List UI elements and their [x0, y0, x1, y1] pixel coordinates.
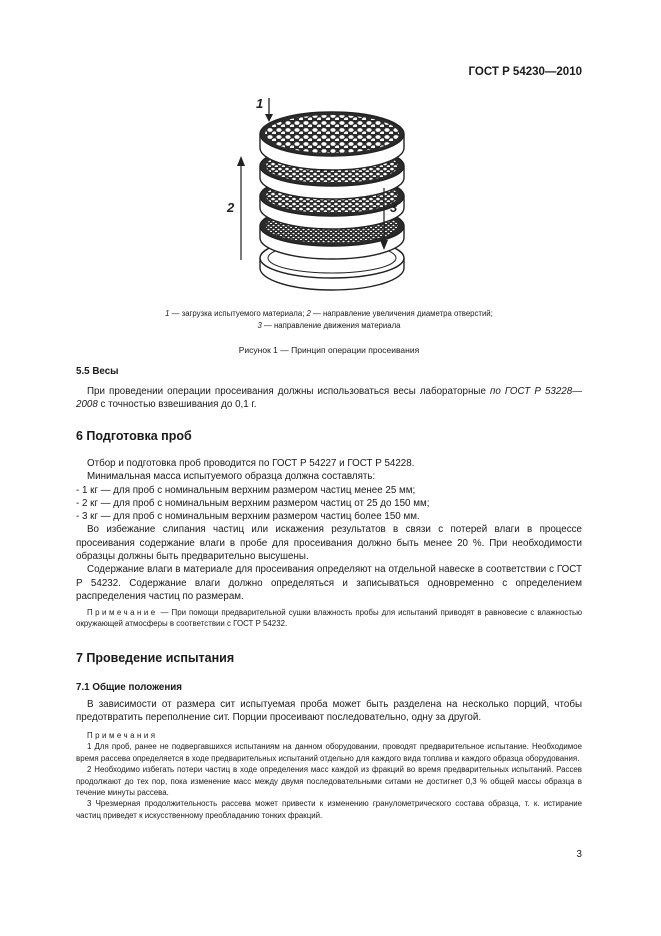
section-6-heading: 6 Подготовка проб — [76, 429, 192, 443]
figure-title: Рисунок 1 — Принцип операции просеивания — [238, 345, 420, 355]
s7-note-1: 1 Для проб, ранее не подвергавшихся испытаниям на данном оборудовании, проводят предварительное испытание. Необходимое время рассева определяется в ходе предварительных испытаний отдельно для каждого вида топлива и каждого образца оборудования. — [76, 742, 582, 763]
s6-list-item-1: - 1 кг — для проб с номинальным верхним размером частиц менее 25 мм; — [76, 484, 416, 496]
s55-p1-b: с точностью взвешивания до 0,1 г. — [97, 399, 257, 411]
section-5-5-heading: 5.5 Весы — [76, 366, 119, 377]
arrow-loading — [265, 98, 273, 122]
section-7-notes — [76, 730, 582, 821]
sieve-1 — [260, 112, 404, 170]
s7-p1: В зависимости от размера сит испытуемая проба может быть разделена на несколько порций, чтобы предотвратить переполнение сит. Порции просеивают последовательно, одну за другой. — [76, 699, 582, 724]
s7-note-3: 3 Чрезмерная продолжительность рассева может привести к изменению гранулометрического состава образца, т. к. истирание частиц приведет к искусственному преобладанию тонких фракций. — [76, 799, 582, 820]
label-1: 1 — [256, 96, 264, 111]
s6-p2: Минимальная масса испытуемого образца должна составлять: — [87, 471, 376, 483]
arrow-diameter-increase — [237, 156, 245, 260]
legend-3-text: — направление движения материала — [261, 321, 401, 330]
legend-1-text: — загрузка испытуемого материала; — [169, 309, 307, 318]
s6-list-item-3: - 3 кг — для проб с номинальным верхним размером частиц более 150 мм. — [76, 511, 420, 523]
s6-p3: Во избежание слипания частиц или искажения результатов в связи с потерей влаги в процессе просеивания содержание влаги в пробе для просеивания должно быть менее 20 %. При необходимости образцы должны быть предварительно высушены. — [76, 524, 582, 563]
s7-notes-label: Примечания — [87, 731, 158, 740]
s6-note-label: Примечание — [87, 608, 158, 617]
s7-note-2: 2 Необходимо избегать потери частиц в ходе определения масс каждой из фракций во время предварительных испытаний. Рассев продолжают до тех пор, пока изменение масс между двумя последовательными ситами не достигнет 0,3 % общей массы образца в течение минуты рассева. — [76, 765, 582, 798]
s6-list-item-2: - 2 кг — для проб с номинальным верхним размером частиц от 25 до 150 мм; — [76, 497, 430, 509]
label-3: 3 — [390, 200, 398, 215]
section-7-heading: 7 Проведение испытания — [76, 651, 235, 665]
section-7-1-heading: 7.1 Общие положения — [76, 682, 183, 693]
legend-1-num: 1 — [165, 309, 170, 318]
s6-p4: Содержание влаги в материале для просеивания определяют на отдельной навеске в соответствии с ГОСТ Р 54232. Содержание влаги должно определяться и записываться одновременно с определением распределения частиц по размерам. — [76, 564, 582, 602]
legend-2-text: — направление увеличения диаметра отверстий; — [310, 309, 493, 318]
figure-legend — [76, 308, 582, 332]
s6-p1: Отбор и подготовка проб проводится по ГОСТ Р 54227 и ГОСТ Р 54228. — [87, 458, 415, 469]
sieve-stack-figure — [222, 92, 442, 302]
document-code: ГОСТ Р 54230—2010 — [468, 66, 582, 78]
section-6-note — [76, 607, 582, 630]
page-number: 3 — [576, 849, 582, 860]
legend-3-num: 3 — [257, 321, 262, 330]
section-7-1-text — [76, 698, 582, 725]
section-5-5-text — [76, 385, 582, 412]
s55-p1-italic: по ГОСТ Р 53228—2008 — [76, 386, 582, 411]
section-6-text — [76, 457, 582, 603]
s55-p1-a: При проведении операции просеивания должны использоваться весы лабораторные — [87, 386, 490, 397]
label-2: 2 — [227, 200, 235, 215]
s6-note-text: — При помощи предварительной сушки влажность пробы для испытаний приводят в равновесие с влажностью окружающей атмосферы в соответствии с ГОСТ Р 54232. — [76, 608, 582, 629]
legend-2-num: 2 — [306, 309, 311, 318]
